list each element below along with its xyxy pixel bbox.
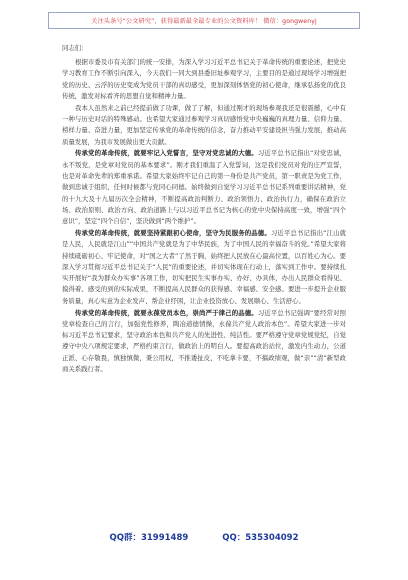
paragraph-3-heading: 传承党的革命传统，就要牢记入党誓言，坚守对党忠诚的大德。 (75, 149, 258, 158)
paragraph-5 (62, 308, 346, 376)
promo-banner (48, 12, 360, 29)
promo-banner-text: 关注头条号“公文研究”，获得最新最全最专业的公文资料库！ 微信：gongwenyj (91, 18, 317, 25)
salutation: 同志们： (62, 44, 88, 52)
paragraph-2 (62, 103, 346, 148)
qq-group-number: QQ群：31991489 (109, 533, 189, 543)
paragraph-5-text: 习近平总书记强调“要经常对照党章检查自己的言行，加强党性修养，陶冶道德情操，永葆共产党人政治本色”。希望大家进一步对标习近平总书记要求，坚守政治本色和共产党人的先进性、纯洁性。要严格遵守党章党规党纪，自觉遵守中央八项规定要求，严格约束言行，做政治上的明白人。要提高政治站位，激发内生动力，公道正派、心存敬畏，慎独慎微，秉公用权，不推诿扯皮，不吃拿卡要，不搞政绩观，做“亲”“清”新型政商关系践行者。 (62, 308, 346, 374)
paragraph-2-text: 我本人虽然来之前已经提前做了功课，做了了解，但通过刚才的现场参观我还是很震撼，心中有一种与历史对话的特殊感动。也希望大家通过参观学习真切感悟党中央巍巍的真理力量、信仰力量、榜样力量、奋进力量，更加坚定传承党的革命传统的信念，奋力推动平安建设担当强力发展，推动高质量发展，为我市发展做出更大贡献。 (62, 103, 346, 146)
paragraph-3-text: 习近平总书记指出“对党忠诚，永不叛党，是党章对党员的基本要求”。刚才我们重温了入党誓词，这是我们党员对党的庄严宣誓，也是对革命先辈的郑重承诺。希望大家始终牢记自己的第一身份是共产党员，第一职责是为党工作，做到忠诚于组织，任何时候都与党同心同德。始终做到自觉学习习近平总书记系列重要讲话精神，党的十九大及十九届历次全会精神，不断提高政治判断力、政治领悟力、政治执行力，确保在政治立场、政治原则、政治方向、政治道路上与以习近平总书记为核心的党中央保持高度一致，增强“四个意识”，坚定“四个自信”，坚决做到“两个维护”。 (62, 149, 346, 226)
paragraph-3 (62, 148, 346, 227)
footer-contacts (0, 531, 408, 543)
paragraph-1 (62, 57, 346, 102)
paragraph-5-heading: 传承党的革命传统，就要永葆党员本色，崇尚严于律己的品德。 (75, 308, 258, 317)
document-body (62, 43, 346, 375)
qq-number: QQ：535304092 (222, 533, 299, 543)
paragraph-4-text: 习近平总书记指出“江山就是人民，人民就是江山”“中国共产党就是为了中华民族，为了中国人民的幸福奋斗的党。”希望大家将持续砥砺初心、牢记使命，对“国之大者”了然于胸，始终把人民放在心最高位置，以百姓心为心。要深入学习贯彻习近平总书记关于“人民”的重要论述，并切实体现在行动上，落实到工作中。要持续扎实开展好“我为群众办实事”各项工作，切实把民生实事办实、办好、办具体，办出人民群众看得见、摸得着、感受的到的实际成果，不断提高人民群众的获得感、幸福感、安全感。要进一步提升企业服务质量，真心实意为企业发声、帮企业纾困，让企业投资放心、发展顺心、生活舒心。 (62, 228, 347, 305)
paragraph-1-text: 根据市委及市有关部门的统一安排，为深入学习习近平总书记关于革命传统的重要论述，把党史学习教育工作不断引向深入，今天我们一同大到县委旧址参观学习，主要目的是通过现场学习增强把党的历史、云浮的历史变成为党员干部的真切感受，更加深刻体悟党的初心使命，继承弘扬党的优良传统，激发对标看齐的思想自觉和精神力量。 (62, 58, 346, 100)
paragraph-4 (62, 228, 346, 307)
paragraph-4-heading: 传承党的革命传统，就要坚持紧跟初心使命，坚守为民服务的品德。 (75, 228, 271, 237)
